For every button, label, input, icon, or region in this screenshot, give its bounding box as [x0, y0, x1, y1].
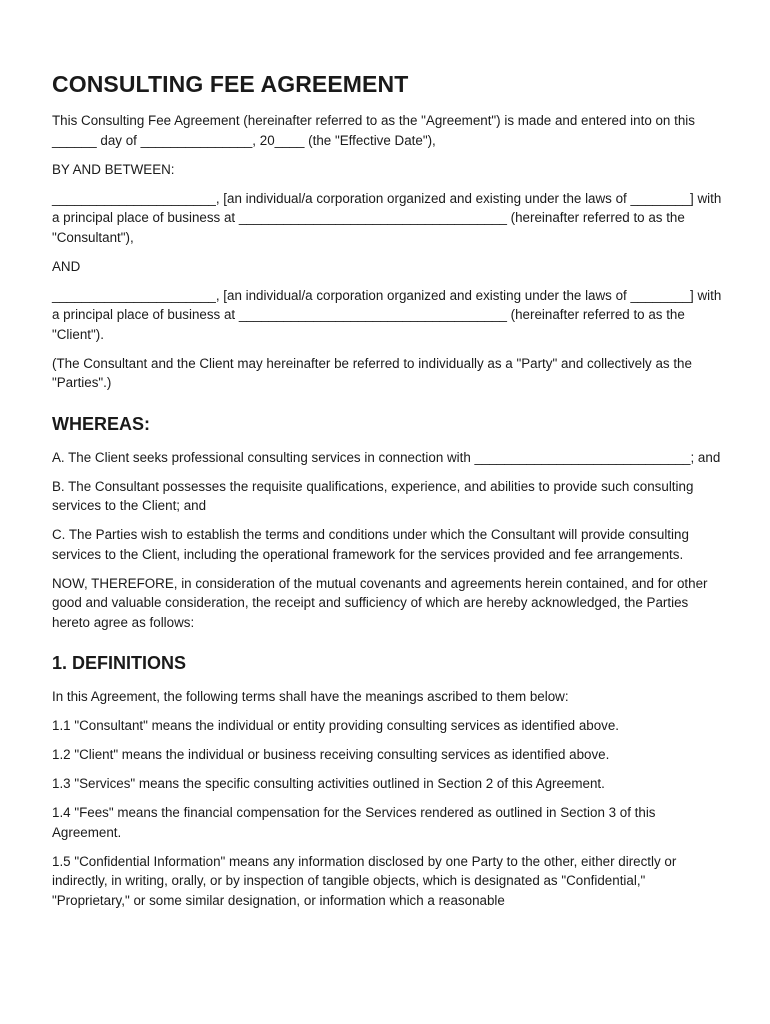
whereas-a-paragraph: A. The Client seeks professional consulting services in connection with _____________________________; and: [52, 449, 721, 465]
parties-note-paragraph: (The Consultant and the Client may hereinafter be referred to individually as a "Party" and collectively as the "Parties".): [52, 355, 696, 390]
whereas-heading: WHEREAS:: [52, 413, 150, 434]
definitions-heading: 1. DEFINITIONS: [52, 653, 187, 673]
definition-1-2: 1.2 "Client" means the individual or business receiving consulting services as identified above.: [52, 747, 610, 762]
definition-1-3: 1.3 "Services" means the specific consulting activities outlined in Section 2 of this Agreement.: [52, 776, 605, 791]
now-therefore-paragraph: NOW, THEREFORE, in consideration of the mutual covenants and agreements herein contained, and for other good and valuable consideration, the receipt and sufficiency of which are hereby acknowledged, the Parties hereto agree as follows:: [52, 575, 712, 630]
definitions-intro-paragraph: In this Agreement, the following terms shall have the meanings ascribed to them below:: [52, 689, 569, 704]
definition-1-5: 1.5 "Confidential Information" means any information disclosed by one Party to the other, either directly or indirectly, in writing, orally, or by inspection of tangible objects, which is designated as "Confidential," "Proprietary," or some similar designation, or information which a reasonable: [52, 853, 681, 908]
definition-1-4: 1.4 "Fees" means the financial compensation for the Services rendered as outlined in Section 3 of this Agreement.: [52, 805, 659, 840]
document-page: [52, 70, 724, 920]
whereas-c-paragraph: C. The Parties wish to establish the terms and conditions under which the Consultant will provide consulting services to the Client, including the operational framework for the services provided and fee arrangements.: [52, 527, 693, 562]
whereas-b-paragraph: B. The Consultant possesses the requisite qualifications, experience, and abilities to provide such consulting services to the Client; and: [52, 478, 698, 513]
and-label: AND: [52, 258, 81, 274]
client-party-paragraph: ______________________, [an individual/a corporation organized and existing under the laws of ________] with a principal place of business at ____________________________________ (hereinafter referred to as the "Client").: [52, 287, 726, 342]
consultant-party-paragraph: ______________________, [an individual/a corporation organized and existing under the laws of ________] with a principal place of business at ____________________________________ (hereinafter referred to as the "Consultant"),: [52, 190, 726, 245]
document-title: CONSULTING FEE AGREEMENT: [52, 71, 409, 97]
by-and-between-label: BY AND BETWEEN:: [52, 161, 175, 177]
definition-1-1: 1.1 "Consultant" means the individual or entity providing consulting services as identified above.: [52, 718, 620, 733]
intro-paragraph: This Consulting Fee Agreement (hereinafter referred to as the "Agreement") is made and entered into on this ______ day of _______________, 20____ (the "Effective Date"),: [52, 113, 699, 148]
